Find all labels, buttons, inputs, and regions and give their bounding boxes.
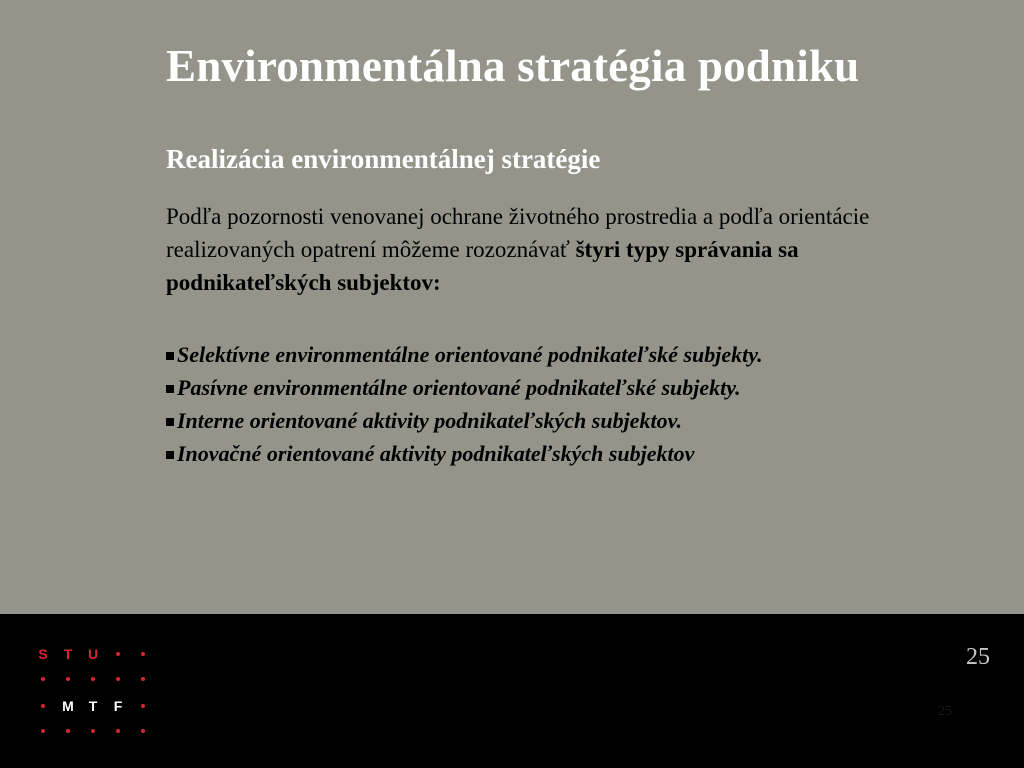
logo-letter-m: M [62, 698, 74, 714]
logo-letter-t2: T [88, 698, 98, 714]
list-item: Selektívne environmentálne orientované podnikateľské subjekty. [166, 338, 986, 371]
square-bullet-icon [166, 385, 174, 393]
logo-dot-icon [33, 696, 53, 716]
logo-dot-icon [33, 721, 53, 741]
logo-row-3 [33, 696, 153, 716]
logo-letter-u: U [87, 646, 99, 662]
list-item: Pasívne environmentálne orientované podnikateľské subjekty. [166, 371, 986, 404]
slide-title: Environmentálna stratégia podniku [166, 41, 860, 91]
logo-letter-t: T [63, 646, 73, 662]
logo-row-4 [33, 721, 153, 741]
logo-row-2 [33, 669, 153, 689]
slide-footer [0, 614, 1024, 768]
intro-text: Podľa pozornosti venovanej ochrane životného prostredia a podľa orientácie realizovaných opatrení môžeme rozoznávať [166, 204, 870, 262]
logo-dot-icon [108, 644, 128, 664]
stu-mtf-logo [33, 644, 153, 740]
logo-dot-icon [83, 669, 103, 689]
page-number: 25 [966, 644, 990, 670]
logo-dot-icon [133, 669, 153, 689]
slide-subtitle: Realizácia environmentálnej stratégie [166, 144, 601, 174]
strategy-types-list [166, 338, 986, 470]
square-bullet-icon [166, 451, 174, 459]
list-item: Interne orientované aktivity podnikateľských subjektov. [166, 404, 986, 437]
logo-dot-icon [133, 696, 153, 716]
logo-dot-icon [58, 669, 78, 689]
square-bullet-icon [166, 418, 174, 426]
logo-dot-icon [108, 721, 128, 741]
logo-dot-icon [108, 669, 128, 689]
logo-dot-icon [58, 721, 78, 741]
logo-dot-icon [83, 721, 103, 741]
ghost-page-number: 25 [938, 704, 952, 719]
logo-letter-s: S [38, 646, 48, 662]
logo-letter-f: F [113, 698, 123, 714]
list-item: Inovačné orientované aktivity podnikateľských subjektov [166, 437, 986, 470]
intro-bold-text: štyri typy správania sa podnikateľských subjektov: [166, 237, 799, 295]
logo-row-1 [33, 644, 153, 664]
square-bullet-icon [166, 352, 174, 360]
intro-paragraph [166, 200, 966, 299]
logo-dot-icon [133, 644, 153, 664]
logo-dot-icon [133, 721, 153, 741]
logo-dot-icon [33, 669, 53, 689]
